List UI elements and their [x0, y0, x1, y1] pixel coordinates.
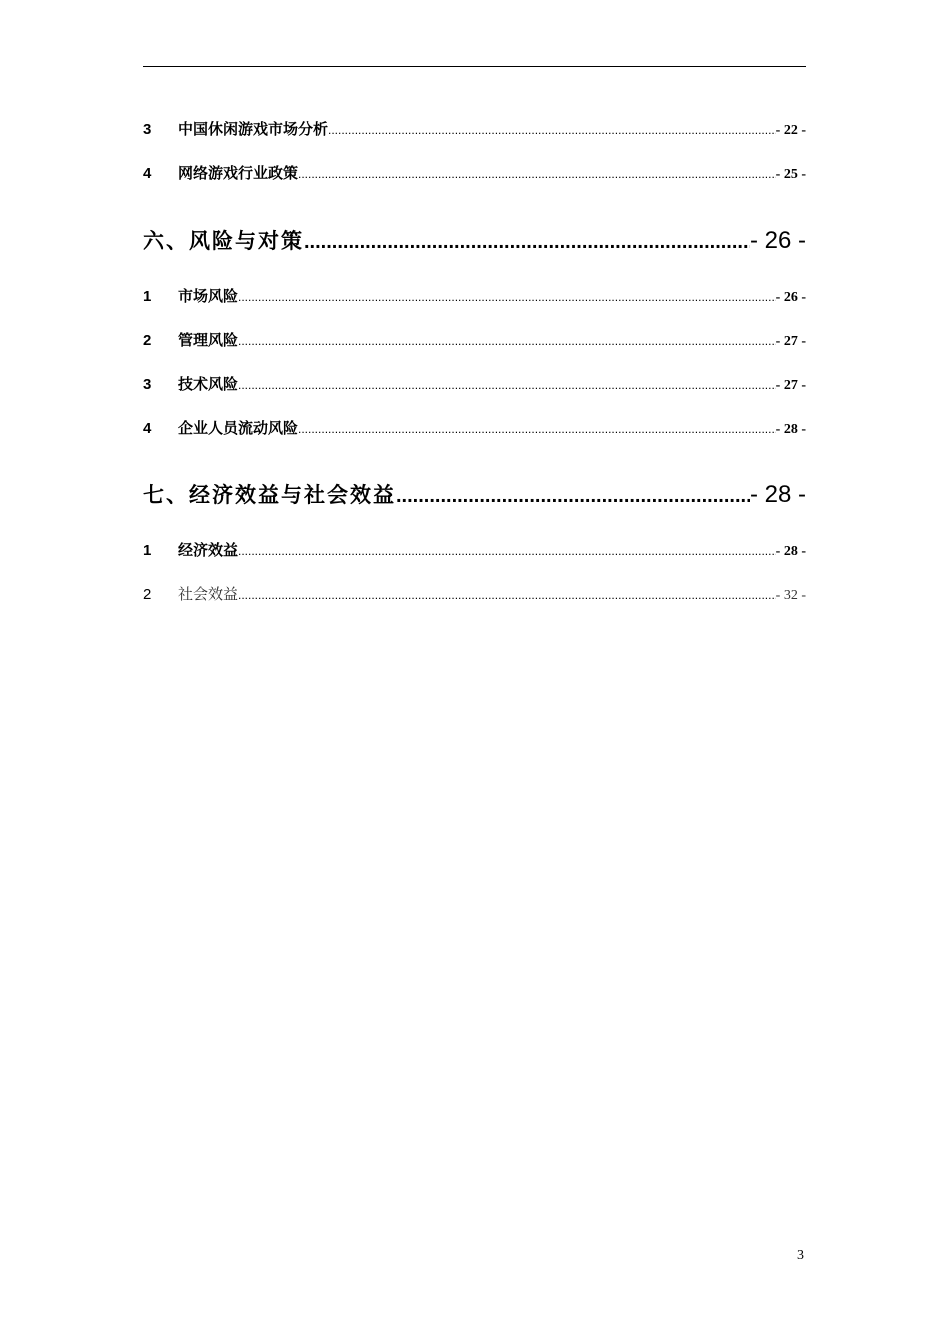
dot-leader: [238, 334, 776, 348]
header-rule: [143, 66, 806, 67]
toc-entry-page: - 28 -: [775, 422, 806, 437]
toc-heading[interactable]: [143, 225, 806, 255]
toc-heading-title: 七、经济效益与社会效益: [143, 482, 396, 507]
toc-entry-number: 2: [143, 332, 152, 349]
toc-entry-title: 社会效益: [178, 586, 239, 603]
toc-entry[interactable]: [143, 539, 806, 560]
toc-entry-title: 网络游戏行业政策: [178, 165, 299, 182]
toc-entry-number: 1: [143, 288, 152, 305]
toc-entry-title: 管理风险: [178, 332, 239, 349]
toc-entry-number: 3: [143, 376, 152, 393]
dot-leader: [328, 123, 776, 137]
toc-entry-page: - 22 -: [775, 123, 806, 138]
dot-leader: [304, 231, 750, 254]
page-number: 3: [797, 1248, 804, 1263]
toc-entry[interactable]: [143, 162, 806, 183]
toc-entry-title: 经济效益: [178, 542, 239, 559]
dot-leader: [298, 167, 776, 181]
dot-leader: [396, 485, 750, 508]
dot-leader: [238, 378, 776, 392]
toc-entry-number: 4: [143, 165, 152, 182]
toc-entry-title: 技术风险: [178, 376, 239, 393]
toc-entry-title: 市场风险: [178, 288, 239, 305]
toc-heading-title: 六、风险与对策: [143, 228, 304, 253]
toc-entry[interactable]: [143, 583, 806, 604]
toc-entry[interactable]: [143, 285, 806, 306]
toc-entry[interactable]: [143, 329, 806, 350]
toc-entry-number: 2: [143, 586, 152, 603]
toc-heading-page: - 26 -: [749, 227, 806, 254]
toc-entry-number: 4: [143, 420, 152, 437]
toc-entry-page: - 25 -: [775, 167, 806, 182]
dot-leader: [298, 422, 776, 436]
toc-entry-page: - 26 -: [775, 290, 806, 305]
toc-entry-page: - 32 -: [775, 588, 806, 603]
dot-leader: [238, 588, 776, 602]
toc-entry-number: 3: [143, 121, 152, 138]
toc-entry[interactable]: [143, 373, 806, 394]
toc-entry[interactable]: [143, 417, 806, 438]
toc-entry-page: - 28 -: [775, 544, 806, 559]
toc-heading-page: - 28 -: [749, 481, 806, 508]
toc-heading[interactable]: [143, 479, 806, 509]
toc-entry[interactable]: [143, 118, 806, 139]
dot-leader: [238, 544, 776, 558]
dot-leader: [238, 290, 776, 304]
toc-entry-title: 企业人员流动风险: [178, 420, 299, 437]
toc-entry-title: 中国休闲游戏市场分析: [178, 121, 329, 138]
toc-entry-number: 1: [143, 542, 152, 559]
toc-entry-page: - 27 -: [775, 378, 806, 393]
toc-entry-page: - 27 -: [775, 334, 806, 349]
